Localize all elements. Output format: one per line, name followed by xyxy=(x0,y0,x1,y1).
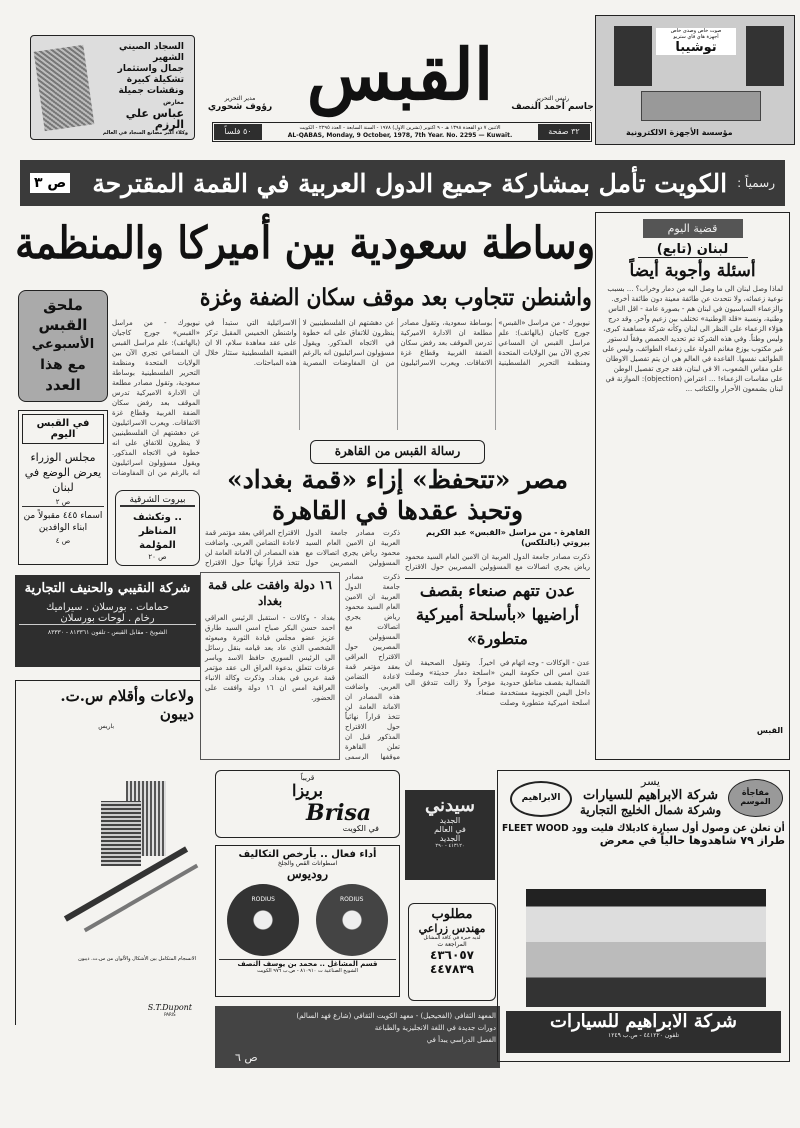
ad-contact: الشويخ الصناعية ت ٨١٠٩١٠ - ص.ب ٩٧٦ الكويت xyxy=(257,968,358,974)
ad-label: معارض xyxy=(163,99,184,106)
ibrahim-cars-ad xyxy=(497,770,790,1062)
brand-name: S.T.Dupont xyxy=(147,1003,192,1012)
cairo-body-right: ذكرت مصادر جامعة الدول العربية ان الامين العام السيد محمود رياض يجري اتصالات مع المسؤولين المصريين حول الاقتراح xyxy=(405,553,590,571)
cairo-body: ذكرت مصادر جامعة الدول العربية ان الامين العام السيد محمود رياض يجري اتصالات مع المسؤولين المصريين حول الاقتراح العراقي بعقد مؤتمر قمة لاعادة التضامن العربي. واضافت هذه المصادر ان الامانة العامة لن تتخذ قراراً نهائياً حول الاقتراح xyxy=(205,529,400,567)
supplement-line: الأسبوعي xyxy=(31,337,95,352)
banner-headline: الكويت تأمل بمشاركة جميع الدول العربية في القمة المقترحة xyxy=(92,168,728,198)
ad-dealer: قسم المشاغل .. محمد بن يوسف النصف xyxy=(219,959,396,968)
cairo-headline-2-wrap xyxy=(205,495,590,526)
item-page: ص ٢ xyxy=(22,498,104,507)
main-subheadline-wrap xyxy=(200,280,592,316)
ad-sub: اسطوانات القص والجلخ xyxy=(277,860,338,867)
ad-company: شركة النقيبي والحنيف التجارية xyxy=(24,581,191,596)
ad-announcement: أن تعلن عن وصول أول سيارة كاديلاك فليت وود FLEET WOOD xyxy=(502,823,785,834)
cairo-letter-label: رسالة القبس من القاهرة xyxy=(310,440,485,464)
top-banner xyxy=(20,160,785,206)
ad-sub: أجهزة هاي فاي ستريو xyxy=(673,34,719,40)
ad-latin-brand: Brisa xyxy=(306,800,372,826)
ad-contact: ٤١٣١٢٠ - ٢٩٠ xyxy=(435,843,465,849)
date-strip xyxy=(212,122,592,142)
ad-line: السجاد الصيني الشهير xyxy=(118,42,184,63)
disc-image: RODIUS xyxy=(316,884,388,956)
price: ٥٠ فلساً xyxy=(214,124,262,140)
ad-city: باريس xyxy=(98,723,114,730)
box-text: .. وتكشف المناظر المؤلمة xyxy=(133,512,182,551)
ad-dealer: مؤسسة الأجهزة الالكترونية xyxy=(626,128,733,137)
banner-prefix: رسمياً : xyxy=(737,176,775,190)
ad-page: ص ٦ xyxy=(235,1051,258,1064)
supplement-line: القبس xyxy=(38,316,88,334)
managing-editor xyxy=(205,95,275,112)
institute-ad xyxy=(215,1006,500,1068)
ad-phone: ٤٤٧٨٣٩ xyxy=(430,962,474,976)
cairo-headline-2: وتحبذ عقدها في القاهرة xyxy=(271,496,524,525)
ad-contact-wrap xyxy=(19,629,196,636)
editor-in-chief-label: رئيس التحرير xyxy=(535,95,570,102)
ad-label: قريباً xyxy=(300,774,315,782)
aden-headline: عدن تتهم صنعاء بقصف أراضيها «بأسلحة أميركية متطورة» xyxy=(405,578,590,651)
banner-headline-wrap xyxy=(80,169,727,198)
ad-line: المعهد الثقافي (الفحيحيل) - معهد الكويت الثقافي (شارع فهد السالم) xyxy=(296,1012,496,1020)
toshiba-ad xyxy=(595,15,795,145)
ad-line: في العالم xyxy=(434,825,466,834)
box-title: في القبس اليوم xyxy=(22,414,104,444)
cairo-headline-1-wrap xyxy=(205,464,590,495)
editor-in-chief-name: جاسم أحمد النصف xyxy=(511,102,594,112)
in-qabas-today-box xyxy=(18,410,108,565)
baghdad-body: بغداد - وكالات - استقبل الرئيس العراقي احمد حسن البكر صباح امس السيد طارق عزيز عضو مجلس قيادة الثورة ومبعوثه الشخصي الذي عاد بعد قيامه بنقل رسائل الى الرئيس السوري حافظ الاسد وياسر عرفات تتعلق بدعوة العراق الى عقد مؤتمر قمة عربي في بغداد. وذكرت وكالة الانباء العراقية امس ان ١٦ دولة وافقت على الحضور. xyxy=(205,614,335,702)
carpet-ad xyxy=(30,35,195,140)
newspaper-logo xyxy=(300,30,500,120)
ad-tagline: الانسجام المتكامل بين الأشكال والألوان من س.ت. ديبون xyxy=(78,956,196,962)
newspaper-logo-text: القبس xyxy=(306,33,494,116)
banner-page-ref: ص ٣ xyxy=(30,173,70,193)
ad-line: حمامات . بورسلان . سيراميك xyxy=(46,602,169,613)
ad-line: دورات جديدة في اللغة الانجليزية والطباعة xyxy=(374,1024,496,1032)
ad-pleased: يسر xyxy=(641,775,660,788)
wanted-ad xyxy=(408,903,496,1001)
ad-line: ونقشات جميلة xyxy=(118,86,184,96)
ad-announcement-wrap xyxy=(502,823,785,834)
ad-footer-contact: تلفون ٤٤١٢٢٠ - ص.ب ١٢٤٩ xyxy=(607,1032,680,1039)
disc-image: RODIUS xyxy=(227,884,299,956)
issue-headline: أسئلة وأجوبة أيضاً xyxy=(629,261,756,281)
issue-subtitle: لبنان (تابع) xyxy=(638,242,748,258)
managing-editor-label: مدير التحرير xyxy=(224,95,256,102)
box-title: بيروت الشرقية xyxy=(120,495,195,507)
ad-line: جمال واستثمار xyxy=(117,64,184,74)
ad-contact-label: المراجعة ت xyxy=(437,941,467,948)
baghdad-headline: ١٦ دولة وافقت على قمة بغداد xyxy=(208,578,332,608)
ad-contact: الشويخ - مقابل القبس - تلفون ٨١٣٣٦١ - ٨٣٣٣٠ xyxy=(47,629,168,636)
item-page: ص ٤ xyxy=(55,537,71,545)
season-surprise-badge: مفاجأة الموسم xyxy=(728,779,783,817)
main-article-body: نيويورك - من مراسل «القبس» جورج كاجيان (بالهاتف): علم مراسل القبس ان المساعي تجري الآن بين الولايات المتحدة ومنظمة التحرير الفلسطينية بوساطة سعودية، وتقول مصادر مطلعة ان الادارة الاميركية تدرس الموقف بعد رفض سكان الضفة الغربية وقطاع غزة الاتفاقات. ويعرب الاسرائيليون عن دهشتهم ان الفلسطينيين لا ينظرون للاتفاق على انه خطوة في الاتجاه المذكور. ويقول مسؤولون اسرائيليون انه بالرغم من ان المفاوضات المصرية الاسرائيلية التي ستبدأ في واشنطن الخميس المقبل تركز على عقد معاهدة سلام، الا ان القضية الفلسطينية ستثار خلال هذه المباحثات. xyxy=(205,319,590,367)
issue-signature: القبس xyxy=(756,726,783,735)
main-article-continuation: نيويورك - من مراسل «القبس» جورج كاجيان (بالهاتف): علم مراسل القبس ان المساعي تجري الآن بين الولايات المتحدة ومنظمة التحرير الفلسطينية بوساطة سعودية، وتقول مصادر مطلعة ان الادارة الاميركية تدرس الموقف بعد رفض سكان الضفة الغربية وقطاع غزة الاتفاقات. ويعرب الاسرائيليون عن دهشتهم ان الفلسطينيين لا ينظرون للاتفاق على انه خطوة في الاتجاه المذكور. ويقول مسؤولون اسرائيليون انه بالرغم من ان المفاوضات xyxy=(112,319,200,477)
ad-company: وشركة شمال الخليج التجارية xyxy=(579,803,721,817)
ad-company-wrap xyxy=(580,788,721,803)
carpet-image xyxy=(34,45,95,131)
aden-body: عدن - الوكالات - وجه اتهام في عدن امس الى حكومة اليمن الشمالية بقصف مناطق حدودية داخل اليمن الجنوبية مستخدمة اسلحة اميركية متطورة وصلت اخيراً. وتقول الصحيفة ان «اسلحة دمار حديثة» وصلت مؤخراً ولا زالت تتدفق الى صنعاء. xyxy=(405,659,590,707)
cairo-byline: القاهرة - من مراسل «القبس» عبد الكريم بيروتي (بالتلكس) xyxy=(425,528,590,547)
ad-footer: وكلاء أكبر مصانع السجاد في العالم xyxy=(102,130,188,136)
brand-city: PARIS xyxy=(164,1012,176,1017)
date-arabic-line xyxy=(262,125,538,132)
main-headline: وساطة سعودية بين أميركا والمنظمة xyxy=(15,218,595,269)
ad-company-wrap xyxy=(580,803,721,817)
ad-position: مهندس زراعي xyxy=(418,922,486,935)
item-headline: اسماء ٤٤٥ مقبولاً من ابناء الوافدين xyxy=(23,511,103,533)
ad-headline: أداء فعال .. بأرخص التكاليف xyxy=(238,849,377,860)
ad-line: الجديد xyxy=(439,834,461,843)
date-english-line xyxy=(262,132,538,140)
ad-brand: عباس علي الرزم xyxy=(125,107,184,131)
ad-tagline: صوت خاص وصدى خاص xyxy=(670,28,722,34)
dupont-logo xyxy=(148,1003,192,1017)
naqeebi-ad xyxy=(15,575,200,667)
baghdad-article xyxy=(200,572,340,760)
cairo-body-continued: ذكرت مصادر جامعة الدول العربية ان الامين العام السيد محمود رياض يجري اتصالات مع المسؤولين المصريين حول الاقتراح العراقي بعقد مؤتمر قمة لاعادة التضامن العربي. واضافت هذه المصادر ان الامانة العامة لن تتخذ قراراً نهائياً حول الاقتراح المذكور قبل ان تعلن القاهرة موقفها الرسمي xyxy=(345,573,400,760)
brisa-ad xyxy=(215,770,400,838)
page-count: ٣٢ صفحة xyxy=(538,124,590,140)
ad-model: طراز ٧٩ شاهدوها حالياً في معرض xyxy=(599,834,785,847)
ibrahim-logo: الابراهيم xyxy=(510,781,572,817)
item-headline: مجلس الوزراء يعرض الوضع في لبنان xyxy=(24,451,102,494)
main-headline-wrap xyxy=(15,208,595,280)
ad-line: رخام . لوحات بورسلان xyxy=(19,613,196,625)
ad-footer-company: شركة الابراهيم للسيارات xyxy=(550,1011,737,1032)
ad-phone: ٤٣٦٠٥٧ xyxy=(430,948,474,962)
ad-company: شركة الابراهيم للسيارات xyxy=(582,788,718,803)
date-arabic: الاثنين ٧ ذو القعدة ١٣٩٨ هـ - ٩ اكتوبر (تشرين الأول) ١٩٧٨ - السنة السابعة - العدد ٢٢٩٥ - الكويت xyxy=(299,124,501,131)
managing-editor-name: رؤوف شحوري xyxy=(207,102,273,112)
supplement-line: العدد xyxy=(45,376,81,394)
ad-description: لديه خبرة في كافة المشاتل xyxy=(423,935,481,941)
weekly-supplement-box xyxy=(18,290,108,402)
dupont-ad xyxy=(15,680,200,1025)
date-english: AL-QABAS, Monday, 9 October, 1978, 7th Year. No. 2295 — Kuwait. xyxy=(287,131,513,139)
ad-headline: ولاعات وأقلام س.ت. ديبون xyxy=(60,687,194,723)
ad-company-wrap xyxy=(19,581,196,596)
supplement-line: مع هذا xyxy=(40,357,86,373)
ad-location: في الكويت xyxy=(342,824,379,833)
main-subheadline: واشنطن تتجاوب بعد موقف سكان الضفة وغزة xyxy=(200,284,592,311)
ad-line: تشكيلة كبيرة xyxy=(126,75,184,85)
speaker-right xyxy=(746,26,784,86)
turntable-image xyxy=(641,91,761,121)
ad-brand: توشيبا xyxy=(675,40,717,55)
ad-footer xyxy=(506,1011,781,1053)
supplement-line: ملحق xyxy=(43,296,83,314)
ad-arabic-brand: بريزا xyxy=(291,781,323,800)
east-beirut-box xyxy=(115,490,200,566)
cadillac-image xyxy=(526,889,766,1007)
ad-line: الفصل الدراسي يبدأ في xyxy=(426,1036,496,1044)
lighter-image xyxy=(101,801,141,866)
issue-of-day-column xyxy=(595,212,790,760)
box-page: ص ٢٠ xyxy=(148,553,167,561)
cairo-headline-1: مصر «تتحفظ» إزاء «قمة بغداد» xyxy=(227,465,568,494)
issue-body: لماذا وصل لبنان الى ما وصل اليه من دمار وخراب؟ ... بسبب نوعية زعمائه، ولا نتحدث عن طائفة معينة دون طائفة أخرى. والزعماء السياسيون في لبنان هم - بصورة عامة - اقل الناس وطنية، ونسبة «قلة الوطنية» تختلف بين زعيم وآخر. وقد درج هؤلاء الزعماء على النظر الى لبنان وكأنه شركة مساهمة كبرى، وليس وطناً. وفي هذه الشركة تم تحديد الحصص وفقاً لدستور غير مكتوب يوزع مغانم الدولة على زعماء الطوائف، وليس على الطوائف نفسها. القاعدة في العالم هي ان يتم تفصيل الاوطان على مقاس الشعوب، الا في لبنان، فقد جرى تفصيل الوطن على مقاسات الزعماء! ... اعتراض (objection): الموازنة في لبنان بشمعون الأحرار والكتائب ... xyxy=(602,285,783,393)
section-label: قضية اليوم xyxy=(643,219,743,238)
ad-line-wrap xyxy=(219,1010,496,1022)
ad-title: مطلوب xyxy=(431,907,473,922)
ad-brand: روديوس xyxy=(286,867,329,881)
rodius-ad xyxy=(215,845,400,997)
ad-line: الجديد xyxy=(439,816,461,825)
speaker-left xyxy=(614,26,652,86)
ad-brand: سيدني xyxy=(425,795,475,816)
sidney-ad xyxy=(405,790,495,880)
editor-in-chief xyxy=(510,95,595,112)
